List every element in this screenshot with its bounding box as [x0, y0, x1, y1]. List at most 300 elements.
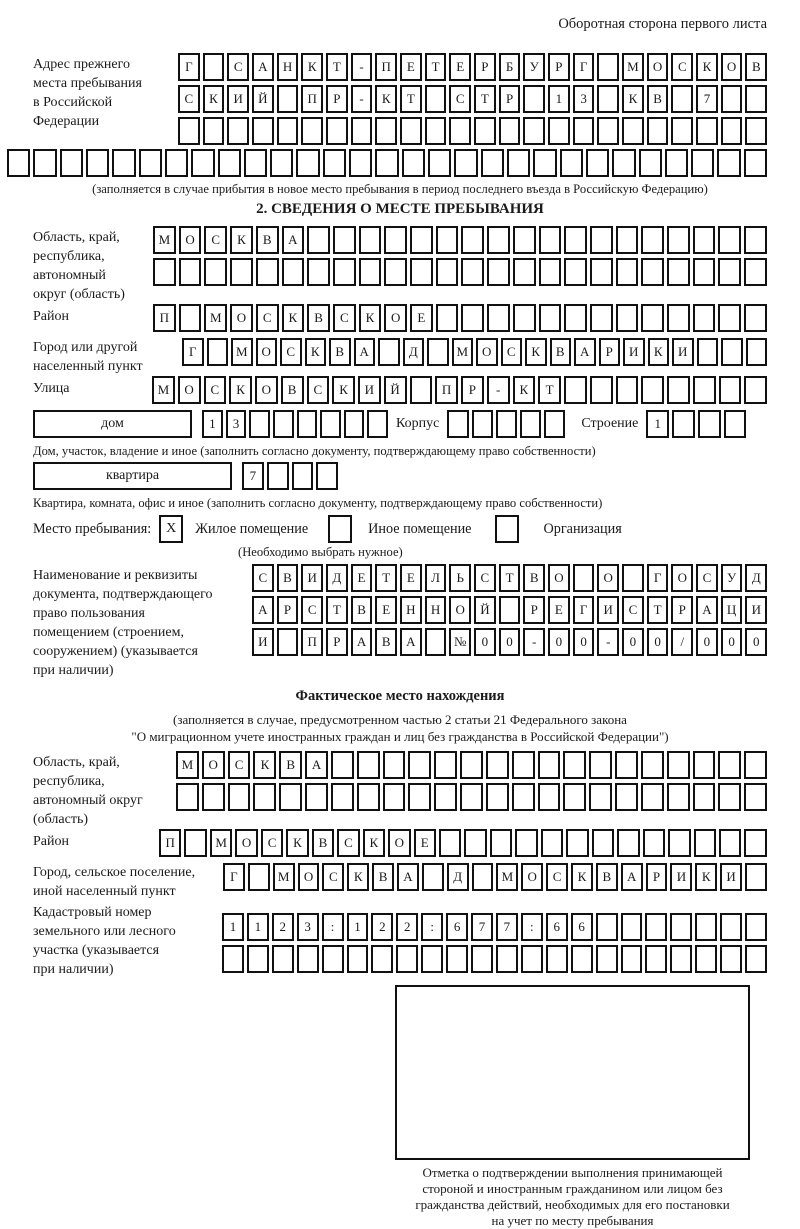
char-cell[interactable]: [745, 945, 767, 973]
char-cell[interactable]: 1: [202, 410, 223, 438]
char-cell[interactable]: [464, 829, 486, 857]
char-cell[interactable]: [616, 258, 639, 286]
char-cell[interactable]: [590, 304, 613, 332]
char-cell[interactable]: [560, 149, 583, 177]
char-cell[interactable]: С: [227, 53, 249, 81]
char-cell[interactable]: А: [305, 751, 328, 779]
char-cell[interactable]: 3: [573, 85, 595, 113]
char-cell[interactable]: М: [273, 863, 295, 891]
char-cell[interactable]: [153, 258, 176, 286]
char-cell[interactable]: [744, 226, 767, 254]
char-cell[interactable]: Р: [599, 338, 621, 366]
char-cell[interactable]: [720, 945, 742, 973]
char-cell[interactable]: [410, 376, 433, 404]
char-cell[interactable]: [333, 226, 356, 254]
char-cell[interactable]: 2: [272, 913, 294, 941]
char-cell[interactable]: [252, 117, 274, 145]
char-cell[interactable]: [721, 85, 743, 113]
char-cell[interactable]: [596, 945, 618, 973]
char-cell[interactable]: [227, 117, 249, 145]
char-cell[interactable]: К: [622, 85, 644, 113]
char-cell[interactable]: Г: [182, 338, 204, 366]
char-cell[interactable]: [33, 149, 56, 177]
char-cell[interactable]: [176, 783, 199, 811]
char-cell[interactable]: [564, 304, 587, 332]
char-cell[interactable]: Г: [178, 53, 200, 81]
char-cell[interactable]: [671, 85, 693, 113]
char-cell[interactable]: Р: [461, 376, 484, 404]
char-cell[interactable]: [60, 149, 83, 177]
char-cell[interactable]: [544, 410, 565, 438]
char-cell[interactable]: [539, 258, 562, 286]
char-cell[interactable]: П: [301, 85, 323, 113]
char-cell[interactable]: [719, 376, 742, 404]
char-cell[interactable]: [513, 304, 536, 332]
char-cell[interactable]: [523, 85, 545, 113]
char-cell[interactable]: С: [204, 226, 227, 254]
char-cell[interactable]: К: [696, 53, 718, 81]
char-cell[interactable]: [481, 149, 504, 177]
char-cell[interactable]: [292, 462, 314, 490]
char-cell[interactable]: [589, 783, 612, 811]
char-cell[interactable]: К: [363, 829, 385, 857]
char-cell[interactable]: П: [159, 829, 181, 857]
char-cell[interactable]: О: [256, 338, 278, 366]
char-cell[interactable]: [461, 226, 484, 254]
char-cell[interactable]: В: [277, 564, 299, 592]
char-cell[interactable]: О: [202, 751, 225, 779]
char-cell[interactable]: [375, 117, 397, 145]
char-cell[interactable]: Д: [326, 564, 348, 592]
char-cell[interactable]: 0: [548, 628, 570, 656]
char-cell[interactable]: [667, 226, 690, 254]
char-cell[interactable]: 7: [242, 462, 264, 490]
char-cell[interactable]: [533, 149, 556, 177]
char-cell[interactable]: Е: [400, 564, 422, 592]
char-cell[interactable]: Е: [548, 596, 570, 624]
char-cell[interactable]: [641, 376, 664, 404]
char-cell[interactable]: Т: [375, 564, 397, 592]
char-cell[interactable]: [521, 945, 543, 973]
char-cell[interactable]: [496, 410, 517, 438]
char-cell[interactable]: [256, 258, 279, 286]
char-cell[interactable]: 2: [371, 913, 393, 941]
char-cell[interactable]: [744, 751, 767, 779]
char-cell[interactable]: С: [280, 338, 302, 366]
char-cell[interactable]: И: [227, 85, 249, 113]
char-cell[interactable]: Й: [252, 85, 274, 113]
char-cell[interactable]: С: [301, 596, 323, 624]
char-cell[interactable]: [408, 751, 431, 779]
char-cell[interactable]: [671, 117, 693, 145]
char-cell[interactable]: 1: [548, 85, 570, 113]
char-cell[interactable]: [165, 149, 188, 177]
char-cell[interactable]: Т: [425, 53, 447, 81]
char-cell[interactable]: [667, 751, 690, 779]
char-cell[interactable]: Т: [474, 85, 496, 113]
char-cell[interactable]: С: [449, 85, 471, 113]
char-cell[interactable]: [359, 226, 382, 254]
char-cell[interactable]: [396, 945, 418, 973]
char-cell[interactable]: 0: [721, 628, 743, 656]
char-cell[interactable]: В: [279, 751, 302, 779]
char-cell[interactable]: [590, 258, 613, 286]
char-cell[interactable]: [270, 149, 293, 177]
char-cell[interactable]: Т: [647, 596, 669, 624]
char-cell[interactable]: О: [179, 226, 202, 254]
char-cell[interactable]: [461, 304, 484, 332]
char-cell[interactable]: [378, 338, 400, 366]
char-cell[interactable]: [564, 226, 587, 254]
char-cell[interactable]: Д: [403, 338, 425, 366]
char-cell[interactable]: О: [298, 863, 320, 891]
char-cell[interactable]: 0: [622, 628, 644, 656]
char-cell[interactable]: [698, 410, 721, 438]
char-cell[interactable]: [724, 410, 747, 438]
char-cell[interactable]: [184, 829, 206, 857]
char-cell[interactable]: [590, 376, 613, 404]
char-cell[interactable]: [573, 117, 595, 145]
char-cell[interactable]: [244, 149, 267, 177]
char-cell[interactable]: С: [546, 863, 568, 891]
char-cell[interactable]: [564, 258, 587, 286]
char-cell[interactable]: О: [388, 829, 410, 857]
char-cell[interactable]: О: [521, 863, 543, 891]
char-cell[interactable]: К: [525, 338, 547, 366]
char-cell[interactable]: Р: [499, 85, 521, 113]
char-cell[interactable]: Р: [671, 596, 693, 624]
char-cell[interactable]: [323, 149, 346, 177]
char-cell[interactable]: [410, 258, 433, 286]
char-cell[interactable]: -: [351, 85, 373, 113]
char-cell[interactable]: Г: [223, 863, 245, 891]
char-cell[interactable]: [320, 410, 341, 438]
char-cell[interactable]: [645, 913, 667, 941]
char-cell[interactable]: [461, 258, 484, 286]
char-cell[interactable]: 6: [546, 913, 568, 941]
char-cell[interactable]: [273, 410, 294, 438]
char-cell[interactable]: О: [384, 304, 407, 332]
char-cell[interactable]: К: [253, 751, 276, 779]
char-cell[interactable]: [667, 304, 690, 332]
char-cell[interactable]: А: [252, 53, 274, 81]
char-cell[interactable]: И: [301, 564, 323, 592]
char-cell[interactable]: [641, 258, 664, 286]
char-cell[interactable]: [436, 258, 459, 286]
char-cell[interactable]: О: [178, 376, 201, 404]
char-cell[interactable]: О: [449, 596, 471, 624]
char-cell[interactable]: 7: [471, 913, 493, 941]
char-cell[interactable]: [744, 304, 767, 332]
char-cell[interactable]: К: [648, 338, 670, 366]
char-cell[interactable]: [277, 117, 299, 145]
char-cell[interactable]: [670, 913, 692, 941]
char-cell[interactable]: 7: [696, 85, 718, 113]
char-cell[interactable]: [546, 945, 568, 973]
char-cell[interactable]: [277, 85, 299, 113]
char-cell[interactable]: И: [720, 863, 742, 891]
char-cell[interactable]: Р: [277, 596, 299, 624]
char-cell[interactable]: [507, 149, 530, 177]
char-cell[interactable]: [487, 226, 510, 254]
char-cell[interactable]: [301, 117, 323, 145]
char-cell[interactable]: К: [203, 85, 225, 113]
char-cell[interactable]: [670, 945, 692, 973]
char-cell[interactable]: [371, 945, 393, 973]
char-cell[interactable]: [697, 338, 719, 366]
char-cell[interactable]: [693, 304, 716, 332]
char-cell[interactable]: [207, 338, 229, 366]
char-cell[interactable]: [571, 945, 593, 973]
char-cell[interactable]: [615, 783, 638, 811]
char-cell[interactable]: [486, 783, 509, 811]
char-cell[interactable]: 0: [474, 628, 496, 656]
char-cell[interactable]: [487, 304, 510, 332]
char-cell[interactable]: 0: [745, 628, 767, 656]
char-cell[interactable]: М: [452, 338, 474, 366]
char-cell[interactable]: Т: [326, 596, 348, 624]
char-cell[interactable]: [357, 783, 380, 811]
char-cell[interactable]: [400, 117, 422, 145]
char-cell[interactable]: М: [153, 226, 176, 254]
char-cell[interactable]: -: [597, 628, 619, 656]
char-cell[interactable]: [564, 376, 587, 404]
char-cell[interactable]: [641, 783, 664, 811]
char-cell[interactable]: А: [282, 226, 305, 254]
char-cell[interactable]: [641, 226, 664, 254]
char-cell[interactable]: К: [571, 863, 593, 891]
char-cell[interactable]: [454, 149, 477, 177]
char-cell[interactable]: 0: [647, 628, 669, 656]
char-cell[interactable]: [668, 829, 690, 857]
char-cell[interactable]: В: [351, 596, 373, 624]
char-cell[interactable]: [513, 226, 536, 254]
char-cell[interactable]: [307, 226, 330, 254]
char-cell[interactable]: В: [312, 829, 334, 857]
char-cell[interactable]: [745, 85, 767, 113]
char-cell[interactable]: 0: [573, 628, 595, 656]
char-cell[interactable]: [471, 945, 493, 973]
char-cell[interactable]: 0: [696, 628, 718, 656]
char-cell[interactable]: [590, 226, 613, 254]
char-cell[interactable]: [267, 462, 289, 490]
checkbox-organization[interactable]: [495, 515, 519, 543]
char-cell[interactable]: [402, 149, 425, 177]
char-cell[interactable]: [586, 149, 609, 177]
char-cell[interactable]: Н: [277, 53, 299, 81]
char-cell[interactable]: [721, 338, 743, 366]
char-cell[interactable]: [597, 85, 619, 113]
char-cell[interactable]: [349, 149, 372, 177]
char-cell[interactable]: [512, 751, 535, 779]
char-cell[interactable]: [297, 945, 319, 973]
char-cell[interactable]: М: [176, 751, 199, 779]
char-cell[interactable]: Г: [573, 53, 595, 81]
char-cell[interactable]: [228, 783, 251, 811]
char-cell[interactable]: [597, 117, 619, 145]
char-cell[interactable]: О: [230, 304, 253, 332]
char-cell[interactable]: Й: [384, 376, 407, 404]
char-cell[interactable]: [383, 783, 406, 811]
char-cell[interactable]: Р: [326, 85, 348, 113]
char-cell[interactable]: [693, 376, 716, 404]
char-cell[interactable]: [344, 410, 365, 438]
char-cell[interactable]: [351, 117, 373, 145]
char-cell[interactable]: [512, 783, 535, 811]
char-cell[interactable]: А: [252, 596, 274, 624]
char-cell[interactable]: К: [513, 376, 536, 404]
char-cell[interactable]: [696, 117, 718, 145]
char-cell[interactable]: П: [435, 376, 458, 404]
char-cell[interactable]: [667, 783, 690, 811]
char-cell[interactable]: В: [596, 863, 618, 891]
char-cell[interactable]: Ц: [721, 596, 743, 624]
char-cell[interactable]: [425, 85, 447, 113]
char-cell[interactable]: -: [487, 376, 510, 404]
char-cell[interactable]: К: [286, 829, 308, 857]
char-cell[interactable]: К: [695, 863, 717, 891]
char-cell[interactable]: [248, 863, 270, 891]
char-cell[interactable]: В: [550, 338, 572, 366]
char-cell[interactable]: [425, 117, 447, 145]
char-cell[interactable]: [563, 783, 586, 811]
char-cell[interactable]: [641, 304, 664, 332]
char-cell[interactable]: Р: [474, 53, 496, 81]
char-cell[interactable]: В: [375, 628, 397, 656]
char-cell[interactable]: /: [671, 628, 693, 656]
char-cell[interactable]: К: [375, 85, 397, 113]
char-cell[interactable]: К: [305, 338, 327, 366]
char-cell[interactable]: [428, 149, 451, 177]
char-cell[interactable]: [425, 628, 447, 656]
char-cell[interactable]: [434, 751, 457, 779]
char-cell[interactable]: А: [400, 628, 422, 656]
char-cell[interactable]: [202, 783, 225, 811]
char-cell[interactable]: [179, 304, 202, 332]
char-cell[interactable]: [548, 117, 570, 145]
char-cell[interactable]: [539, 226, 562, 254]
char-cell[interactable]: [515, 829, 537, 857]
char-cell[interactable]: В: [745, 53, 767, 81]
char-cell[interactable]: 1: [247, 913, 269, 941]
char-cell[interactable]: [597, 53, 619, 81]
char-cell[interactable]: [665, 149, 688, 177]
char-cell[interactable]: :: [521, 913, 543, 941]
char-cell[interactable]: [718, 751, 741, 779]
char-cell[interactable]: Р: [523, 596, 545, 624]
char-cell[interactable]: 0: [499, 628, 521, 656]
char-cell[interactable]: [520, 410, 541, 438]
char-cell[interactable]: [204, 258, 227, 286]
char-cell[interactable]: Д: [745, 564, 767, 592]
char-cell[interactable]: [718, 304, 741, 332]
char-cell[interactable]: [621, 945, 643, 973]
char-cell[interactable]: [538, 751, 561, 779]
char-cell[interactable]: [427, 338, 449, 366]
char-cell[interactable]: -: [351, 53, 373, 81]
char-cell[interactable]: А: [351, 628, 373, 656]
char-cell[interactable]: [472, 410, 493, 438]
char-cell[interactable]: В: [281, 376, 304, 404]
char-cell[interactable]: [447, 410, 468, 438]
char-cell[interactable]: [486, 751, 509, 779]
char-cell[interactable]: Е: [400, 53, 422, 81]
char-cell[interactable]: [718, 258, 741, 286]
char-cell[interactable]: К: [332, 376, 355, 404]
char-cell[interactable]: С: [228, 751, 251, 779]
char-cell[interactable]: :: [421, 913, 443, 941]
char-cell[interactable]: Й: [474, 596, 496, 624]
char-cell[interactable]: О: [597, 564, 619, 592]
char-cell[interactable]: К: [230, 226, 253, 254]
char-cell[interactable]: М: [204, 304, 227, 332]
char-cell[interactable]: Н: [400, 596, 422, 624]
char-cell[interactable]: [449, 117, 471, 145]
char-cell[interactable]: [359, 258, 382, 286]
char-cell[interactable]: Е: [375, 596, 397, 624]
char-cell[interactable]: [305, 783, 328, 811]
char-cell[interactable]: [541, 829, 563, 857]
char-cell[interactable]: [667, 376, 690, 404]
char-cell[interactable]: [645, 945, 667, 973]
char-cell[interactable]: Т: [499, 564, 521, 592]
char-cell[interactable]: И: [672, 338, 694, 366]
char-cell[interactable]: С: [307, 376, 330, 404]
char-cell[interactable]: [367, 410, 388, 438]
char-cell[interactable]: [641, 751, 664, 779]
char-cell[interactable]: [612, 149, 635, 177]
char-cell[interactable]: С: [322, 863, 344, 891]
char-cell[interactable]: И: [670, 863, 692, 891]
char-cell[interactable]: В: [372, 863, 394, 891]
char-cell[interactable]: С: [178, 85, 200, 113]
char-cell[interactable]: [639, 149, 662, 177]
char-cell[interactable]: Р: [326, 628, 348, 656]
char-cell[interactable]: С: [696, 564, 718, 592]
char-cell[interactable]: [566, 829, 588, 857]
char-cell[interactable]: [691, 149, 714, 177]
char-cell[interactable]: Р: [548, 53, 570, 81]
char-cell[interactable]: Т: [326, 53, 348, 81]
char-cell[interactable]: [744, 783, 767, 811]
char-cell[interactable]: [616, 226, 639, 254]
char-cell[interactable]: [513, 258, 536, 286]
char-cell[interactable]: Е: [414, 829, 436, 857]
char-cell[interactable]: [179, 258, 202, 286]
char-cell[interactable]: [490, 829, 512, 857]
char-cell[interactable]: С: [474, 564, 496, 592]
char-cell[interactable]: [717, 149, 740, 177]
char-cell[interactable]: С: [337, 829, 359, 857]
char-cell[interactable]: [474, 117, 496, 145]
char-cell[interactable]: [617, 829, 639, 857]
char-cell[interactable]: С: [333, 304, 356, 332]
char-cell[interactable]: [253, 783, 276, 811]
char-cell[interactable]: [191, 149, 214, 177]
char-cell[interactable]: [282, 258, 305, 286]
char-cell[interactable]: А: [354, 338, 376, 366]
char-cell[interactable]: [693, 783, 716, 811]
char-cell[interactable]: У: [523, 53, 545, 81]
char-cell[interactable]: [746, 338, 768, 366]
char-cell[interactable]: О: [721, 53, 743, 81]
char-cell[interactable]: [434, 783, 457, 811]
char-cell[interactable]: К: [359, 304, 382, 332]
char-cell[interactable]: А: [397, 863, 419, 891]
char-cell[interactable]: С: [261, 829, 283, 857]
char-cell[interactable]: 3: [297, 913, 319, 941]
char-cell[interactable]: [272, 945, 294, 973]
